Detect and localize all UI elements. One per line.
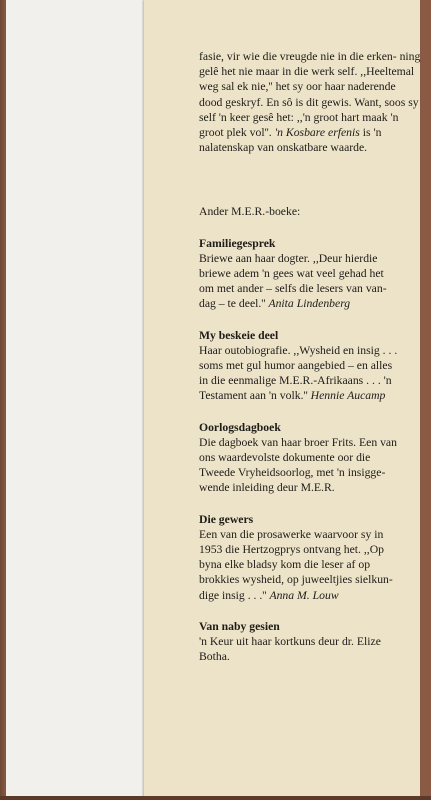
book-description-line: Een van die prosawerke waarvoor sy in <box>199 527 384 541</box>
book-title: Familiegesprek <box>199 236 276 250</box>
book-description-line <box>199 296 421 311</box>
intro-line: gewis. Want, soos sy self 'n keer gesê het: <box>199 95 419 124</box>
book-description-line: in die eenmalige M.E.R.-Afrikaans . . . 'n <box>199 374 392 388</box>
reviewer-name: Anna M. Louw <box>269 588 339 602</box>
quote-end: Testament aan 'n volk.'' <box>199 389 308 403</box>
book-title: My beskeie deel <box>199 328 279 342</box>
book-entry <box>199 619 421 665</box>
book-description-line <box>199 388 421 403</box>
bottom-edge <box>0 796 431 800</box>
book-description-line: Botha. <box>199 650 230 664</box>
intro-line-rest: is 'n nalatenskap van <box>199 126 382 155</box>
book-description-line: briewe adem 'n gees wat veel gehad het <box>199 267 384 281</box>
flap-text <box>199 49 421 665</box>
book-description-line: byna elke bladsy kom die leser af op <box>199 558 371 572</box>
book-title: Die gewers <box>199 512 254 526</box>
quote-end: dige insig . . .'' <box>199 588 267 602</box>
intro-line: onskatbare waarde. <box>276 141 368 155</box>
book-title: Oorlogsdagboek <box>199 420 281 434</box>
book-description-line: 1953 die Hertzogprys ontvang het. ,,Op <box>199 543 385 557</box>
book-entry <box>199 328 421 404</box>
intro-line: ning gelê het nie maar in die werk self. <box>199 50 421 79</box>
intro-line: ,,'n groot hart maak 'n groot plek vol''. <box>199 110 399 140</box>
book-description-line: om met ander – selfs die lesers van van- <box>199 282 387 296</box>
book-description-line: brokkies wysheid, op juweeltjies sielkun- <box>199 573 393 587</box>
book-description-line: Die dagboek van haar broer Frits. Een van <box>199 435 397 449</box>
intro-book-title: 'n Kosbare erfenis <box>274 126 360 140</box>
intro-line: ,,Heeltemal weg sal ek nie,'' het sy oor <box>199 65 415 94</box>
intro-line: fasie, vir wie die vreugde nie in die erken- <box>199 50 397 63</box>
book-entry <box>199 236 421 312</box>
intro-paragraph <box>199 49 421 155</box>
other-books-heading: Ander M.E.R.-boeke: <box>199 205 301 219</box>
book-title: Van naby gesien <box>199 619 280 633</box>
quote-end: dag – te deel.'' <box>199 297 266 311</box>
book-description-line <box>199 588 421 603</box>
book-description-line: 'n Keur uit haar kortkuns deur dr. Elize <box>199 635 381 649</box>
book-description-line: Tweede Vryheidsoorlog, met 'n insigge- <box>199 466 386 480</box>
reviewer-name: Hennie Aucamp <box>310 389 386 403</box>
blank-cover-board <box>6 0 144 798</box>
book-entry <box>199 420 421 496</box>
book-description-line: wende inleiding deur M.E.R. <box>199 481 335 495</box>
book-description-line: ons waardevolste dokumente oor die <box>199 451 371 465</box>
book-description-line: Haar outobiografie. ,,Wysheid en insig . . . <box>199 343 398 357</box>
book-entry <box>199 512 421 603</box>
book-description-line: Briewe aan haar dogter. ,,Deur hierdie <box>199 251 378 265</box>
book-description-line: soms met gul humor aangebied – en alles <box>199 359 393 373</box>
reviewer-name: Anita Lindenberg <box>268 297 351 311</box>
intro-line: haar naderende dood geskryf. En sô is dit <box>199 80 396 109</box>
